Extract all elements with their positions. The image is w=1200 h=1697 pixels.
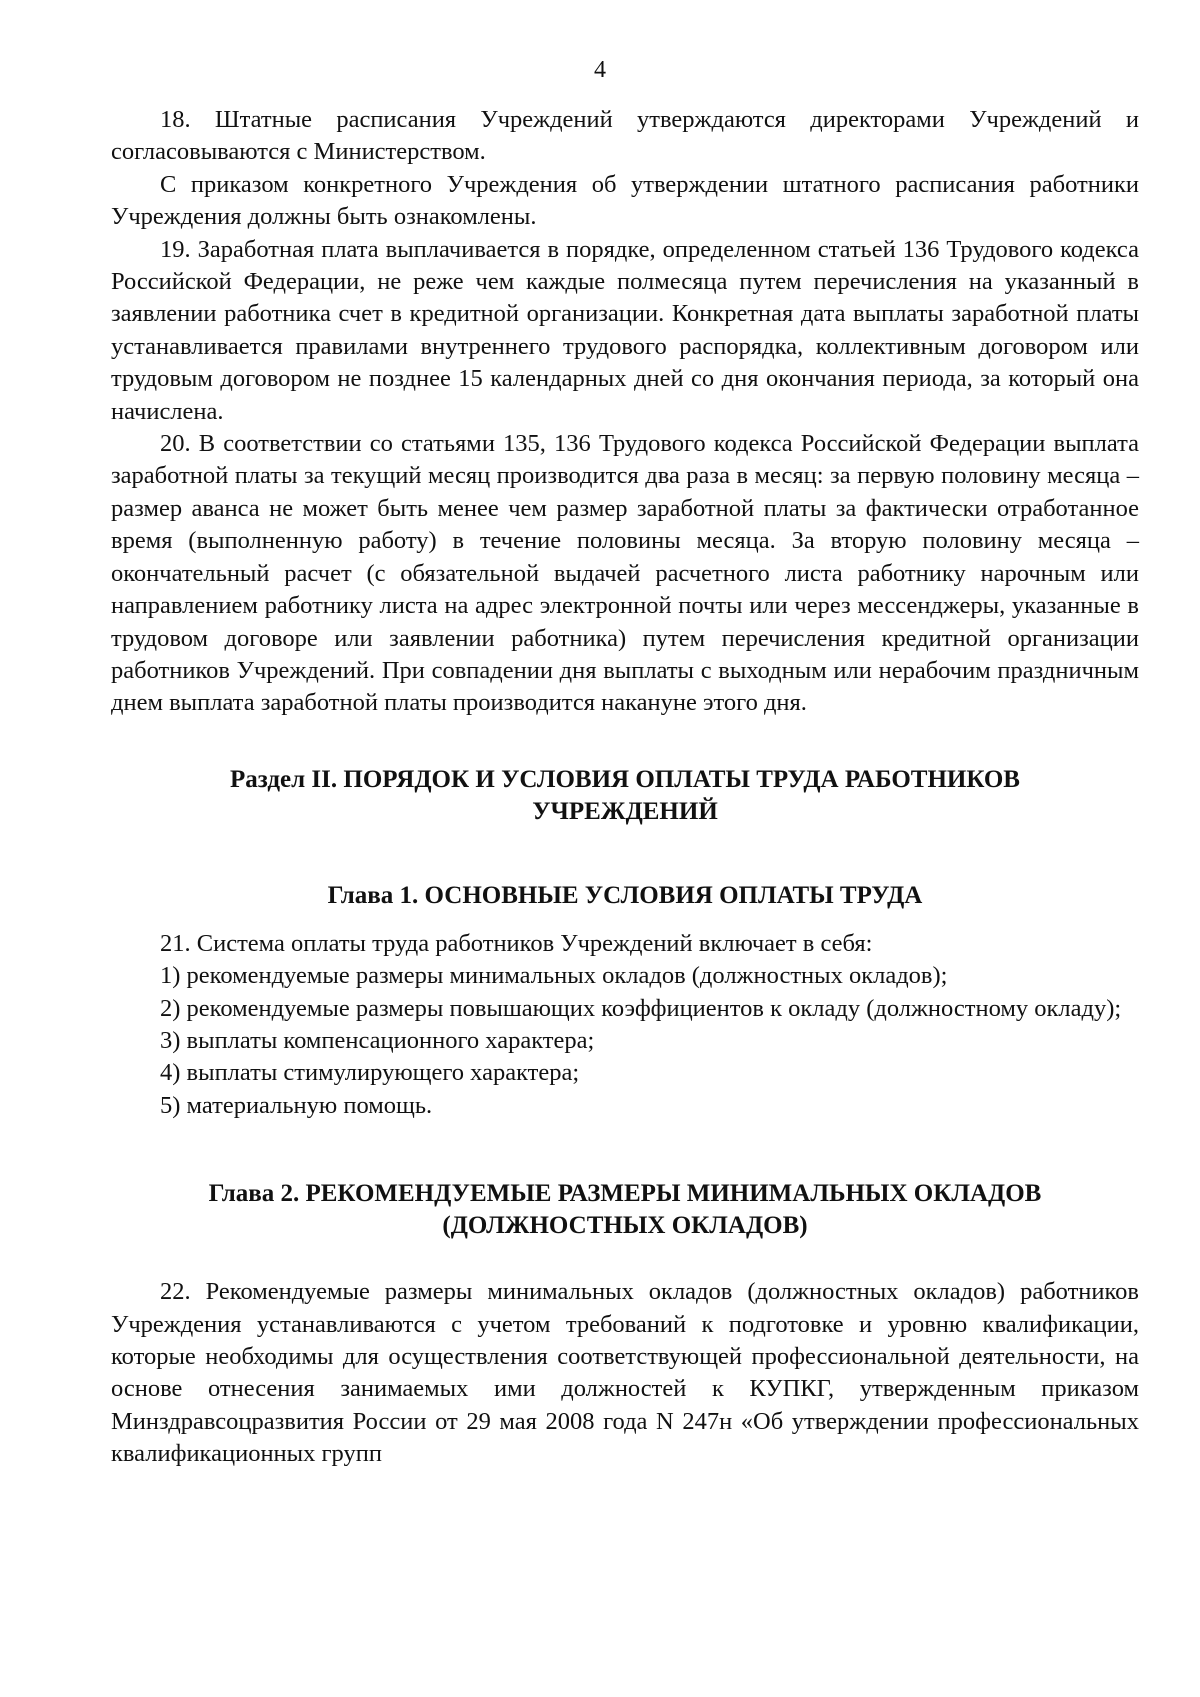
paragraph-19: 19. Заработная плата выплачивается в порядке, определенном статьей 136 Трудового кодекса Российской Федерации, не реже чем каждые полмесяца путем перечисления на указанный в заявлении работника счет в кредитной организации. Конкретная дата выплаты заработной платы устанавливается правилами внутреннего трудового распорядка, коллективным договором или трудовым договором не позднее 15 календарных дней со дня окончания периода, за который она начислена.	[111, 235, 1139, 425]
section-heading-line-2: УЧРЕЖДЕНИЙ	[532, 797, 718, 825]
chapter-2-heading-line-1: Глава 2. РЕКОМЕНДУЕМЫЕ РАЗМЕРЫ МИНИМАЛЬНЫХ ОКЛАДОВ	[208, 1180, 1042, 1208]
list-item: 5) материальную помощь.	[160, 1091, 433, 1119]
page-number: 4	[594, 57, 606, 83]
chapter-2-heading	[111, 1178, 1139, 1242]
paragraph-22: 22. Рекомендуемые размеры минимальных окладов (должностных окладов) работников Учреждения устанавливаются с учетом требований к подготовке и уровню квалификации, которые необходимы для осуществления соответствующей профессиональной деятельности, на основе отнесения занимаемых ими должностей к КУПКГ, утвержденным приказом Минздравсоцразвития России от 29 мая 2008 года N 247н «Об утверждении профессиональных квалификационных групп	[111, 1278, 1139, 1468]
chapter-2-heading-line-2: (ДОЛЖНОСТНЫХ ОКЛАДОВ)	[442, 1212, 808, 1240]
document-body	[111, 104, 1139, 1471]
list-item: 3) выплаты компенсационного характера;	[160, 1026, 595, 1054]
paragraph-21: 21. Система оплаты труда работников Учреждений включает в себя:	[160, 929, 873, 957]
chapter-1-heading: Глава 1. ОСНОВНЫЕ УСЛОВИЯ ОПЛАТЫ ТРУДА	[327, 881, 923, 909]
paragraph-20: 20. В соответствии со статьями 135, 136 Трудового кодекса Российской Федерации выплата заработной платы за текущий месяц производится два раза в месяц: за первую половину месяца – размер аванса не может быть менее чем размер заработной платы за фактически отработанное время (выполненную работу) в течение половины месяца. За вторую половину месяца – окончательный расчет (с обязательной выдачей расчетного листа работнику нарочным или направлением работнику листа на адрес электронной почты или через мессенджеры, указанные в трудовом договоре или заявлении работника) путем перечисления кредитной организации работников Учреждений. При совпадении дня выплаты с выходным или нерабочим праздничным днем выплата заработной платы производится накануне этого дня.	[111, 430, 1139, 717]
list-item: 2) рекомендуемые размеры повышающих коэффициентов к окладу (должностному окладу);	[160, 994, 1122, 1022]
section-heading-line-1: Раздел II. ПОРЯДОК И УСЛОВИЯ ОПЛАТЫ ТРУДА РАБОТНИКОВ	[230, 765, 1020, 793]
list-item: 1) рекомендуемые размеры минимальных окладов (должностных окладов);	[160, 962, 948, 990]
paragraph-18-note: С приказом конкретного Учреждения об утверждении штатного расписания работники Учреждения должны быть ознакомлены.	[111, 170, 1139, 231]
paragraph-18: 18. Штатные расписания Учреждений утверждаются директорами Учреждений и согласовываются с Министерством.	[111, 106, 1139, 166]
section-heading	[111, 764, 1139, 828]
list-item: 4) выплаты стимулирующего характера;	[160, 1059, 580, 1087]
